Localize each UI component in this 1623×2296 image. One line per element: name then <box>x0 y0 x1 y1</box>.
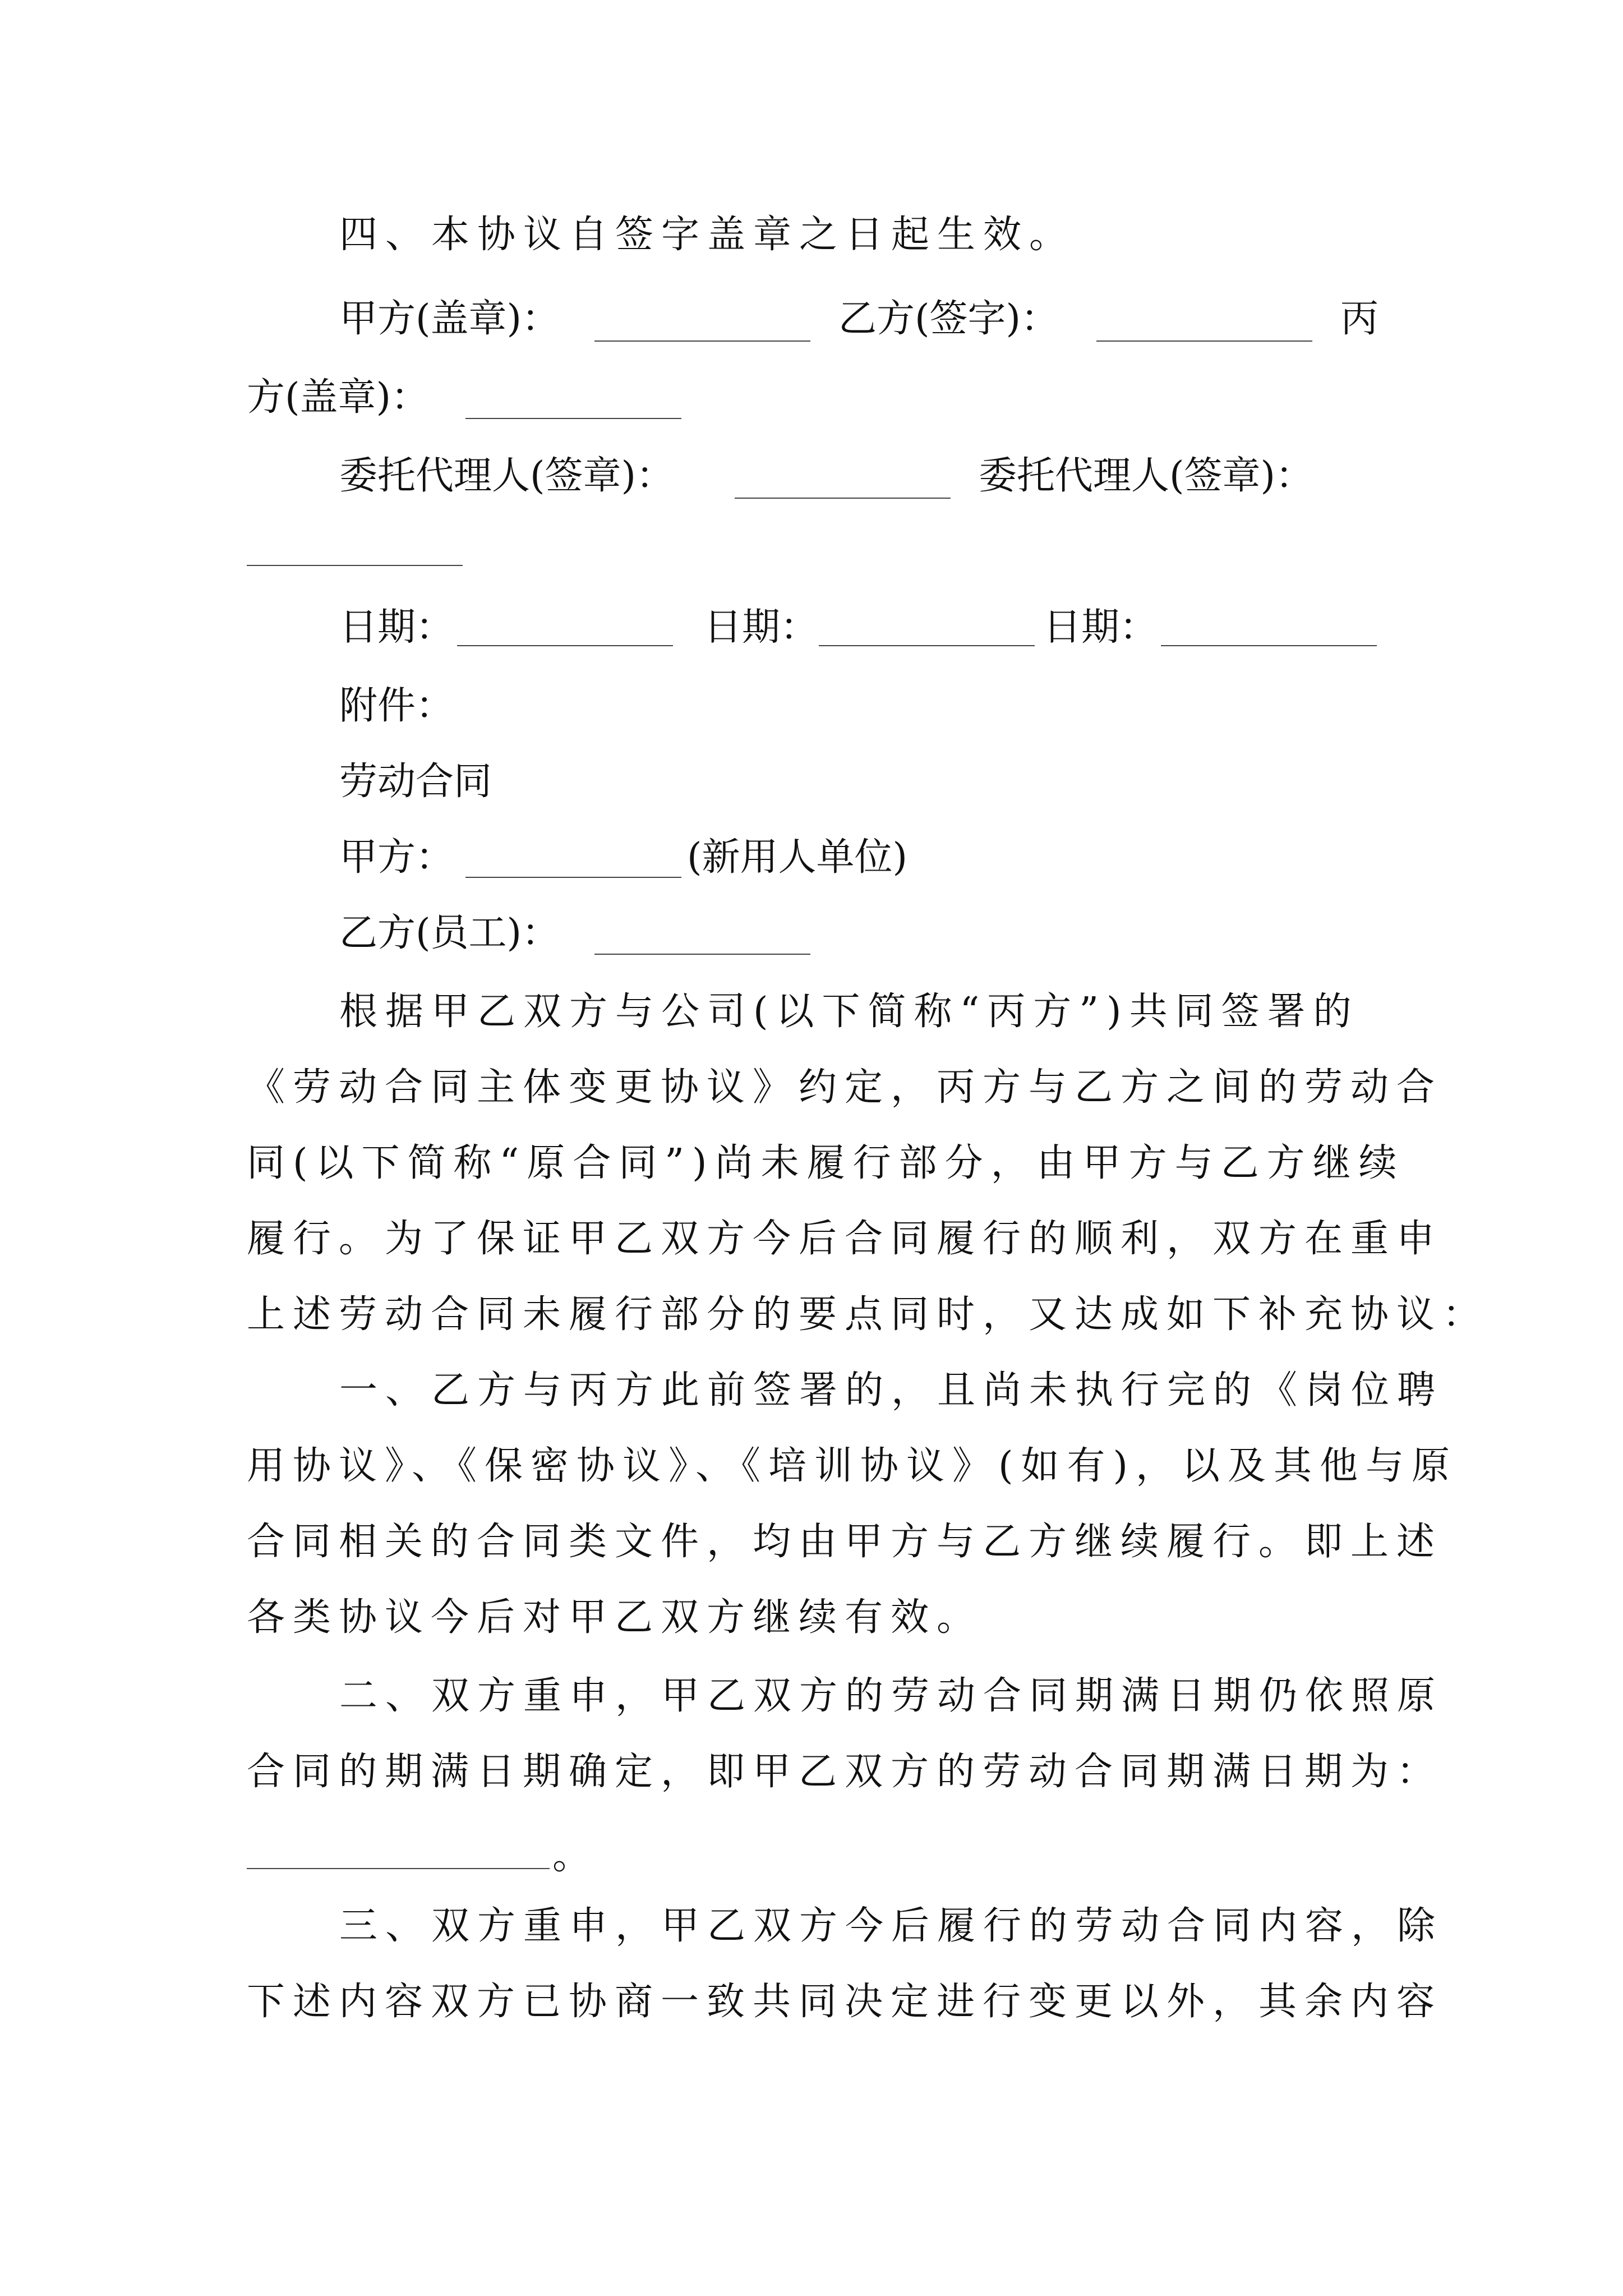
agent-blank-2 <box>247 565 463 566</box>
clause-three-line-1: 三、双方重申，甲乙双方今后履行的劳动合同内容，除 <box>339 1904 1444 1948</box>
date-blank-3 <box>1161 645 1377 646</box>
clause-four: 四、本协议自签字盖章之日起生效。 <box>339 213 1076 257</box>
party-a-name-blank <box>465 877 681 878</box>
date-label-3: 日期： <box>1043 605 1158 650</box>
party-a-line-label: 甲方： <box>339 835 454 880</box>
clause-two-end: 。 <box>552 1834 591 1878</box>
party-a-seal-blank <box>594 341 810 342</box>
party-a-line-suffix: (新用人单位) <box>687 835 908 880</box>
date-label-1: 日期： <box>339 605 454 650</box>
clause-two-line-1: 二、双方重申，甲乙双方的劳动合同期满日期仍依照原 <box>339 1674 1444 1718</box>
party-c-label-part2: 方(盖章)： <box>247 375 430 420</box>
date-label-2: 日期： <box>704 605 819 650</box>
party-c-label-part1: 丙 <box>1340 297 1379 341</box>
date-blank-2 <box>819 645 1035 646</box>
party-a-seal-label: 甲方(盖章)： <box>339 297 560 341</box>
intro-line-2: 《劳动合同主体变更协议》约定，丙方与乙方之间的劳动合 <box>247 1065 1443 1110</box>
party-b-name-blank <box>594 954 810 955</box>
clause-one-line-1: 一、乙方与丙方此前签署的，且尚未执行完的《岗位聘 <box>339 1368 1444 1412</box>
party-c-seal-blank <box>465 418 681 419</box>
intro-line-5: 上述劳动合同未履行部分的要点同时，又达成如下补充协议： <box>247 1292 1489 1337</box>
clause-three-line-2: 下述内容双方已协商一致共同决定进行变更以外，其余内容 <box>247 1980 1443 2024</box>
intro-line-4: 履行。为了保证甲乙双方今后合同履行的顺利，双方在重申 <box>247 1217 1443 1261</box>
party-b-sign-label: 乙方(签字)： <box>838 297 1059 341</box>
clause-one-line-4: 各类协议今后对甲乙双方继续有效。 <box>247 1595 983 1640</box>
agent-label-2: 委托代理人(签章)： <box>979 454 1314 498</box>
intro-line-3: 同(以下简称“原合同”)尚未履行部分，由甲方与乙方继续 <box>247 1141 1405 1185</box>
intro-line-1: 根据甲乙双方与公司(以下简称“丙方”)共同签署的 <box>339 990 1359 1034</box>
expiry-date-blank <box>247 1868 550 1869</box>
attachment-label: 附件： <box>339 684 454 728</box>
clause-two-line-2: 合同的期满日期确定，即甲乙双方的劳动合同期满日期为： <box>247 1750 1443 1794</box>
party-b-sign-blank <box>1096 341 1312 342</box>
agent-blank-1 <box>735 498 951 499</box>
agent-label-1: 委托代理人(签章)： <box>339 454 675 498</box>
clause-one-line-3: 合同相关的合同类文件，均由甲方与乙方继续履行。即上述 <box>247 1520 1443 1564</box>
clause-one-line-2: 用协议》、《保密协议》、《培训协议》(如有)，以及其他与原 <box>247 1444 1458 1488</box>
date-blank-1 <box>457 645 673 646</box>
party-b-line-label: 乙方(员工)： <box>339 911 560 955</box>
contract-title: 劳动合同 <box>339 760 492 804</box>
